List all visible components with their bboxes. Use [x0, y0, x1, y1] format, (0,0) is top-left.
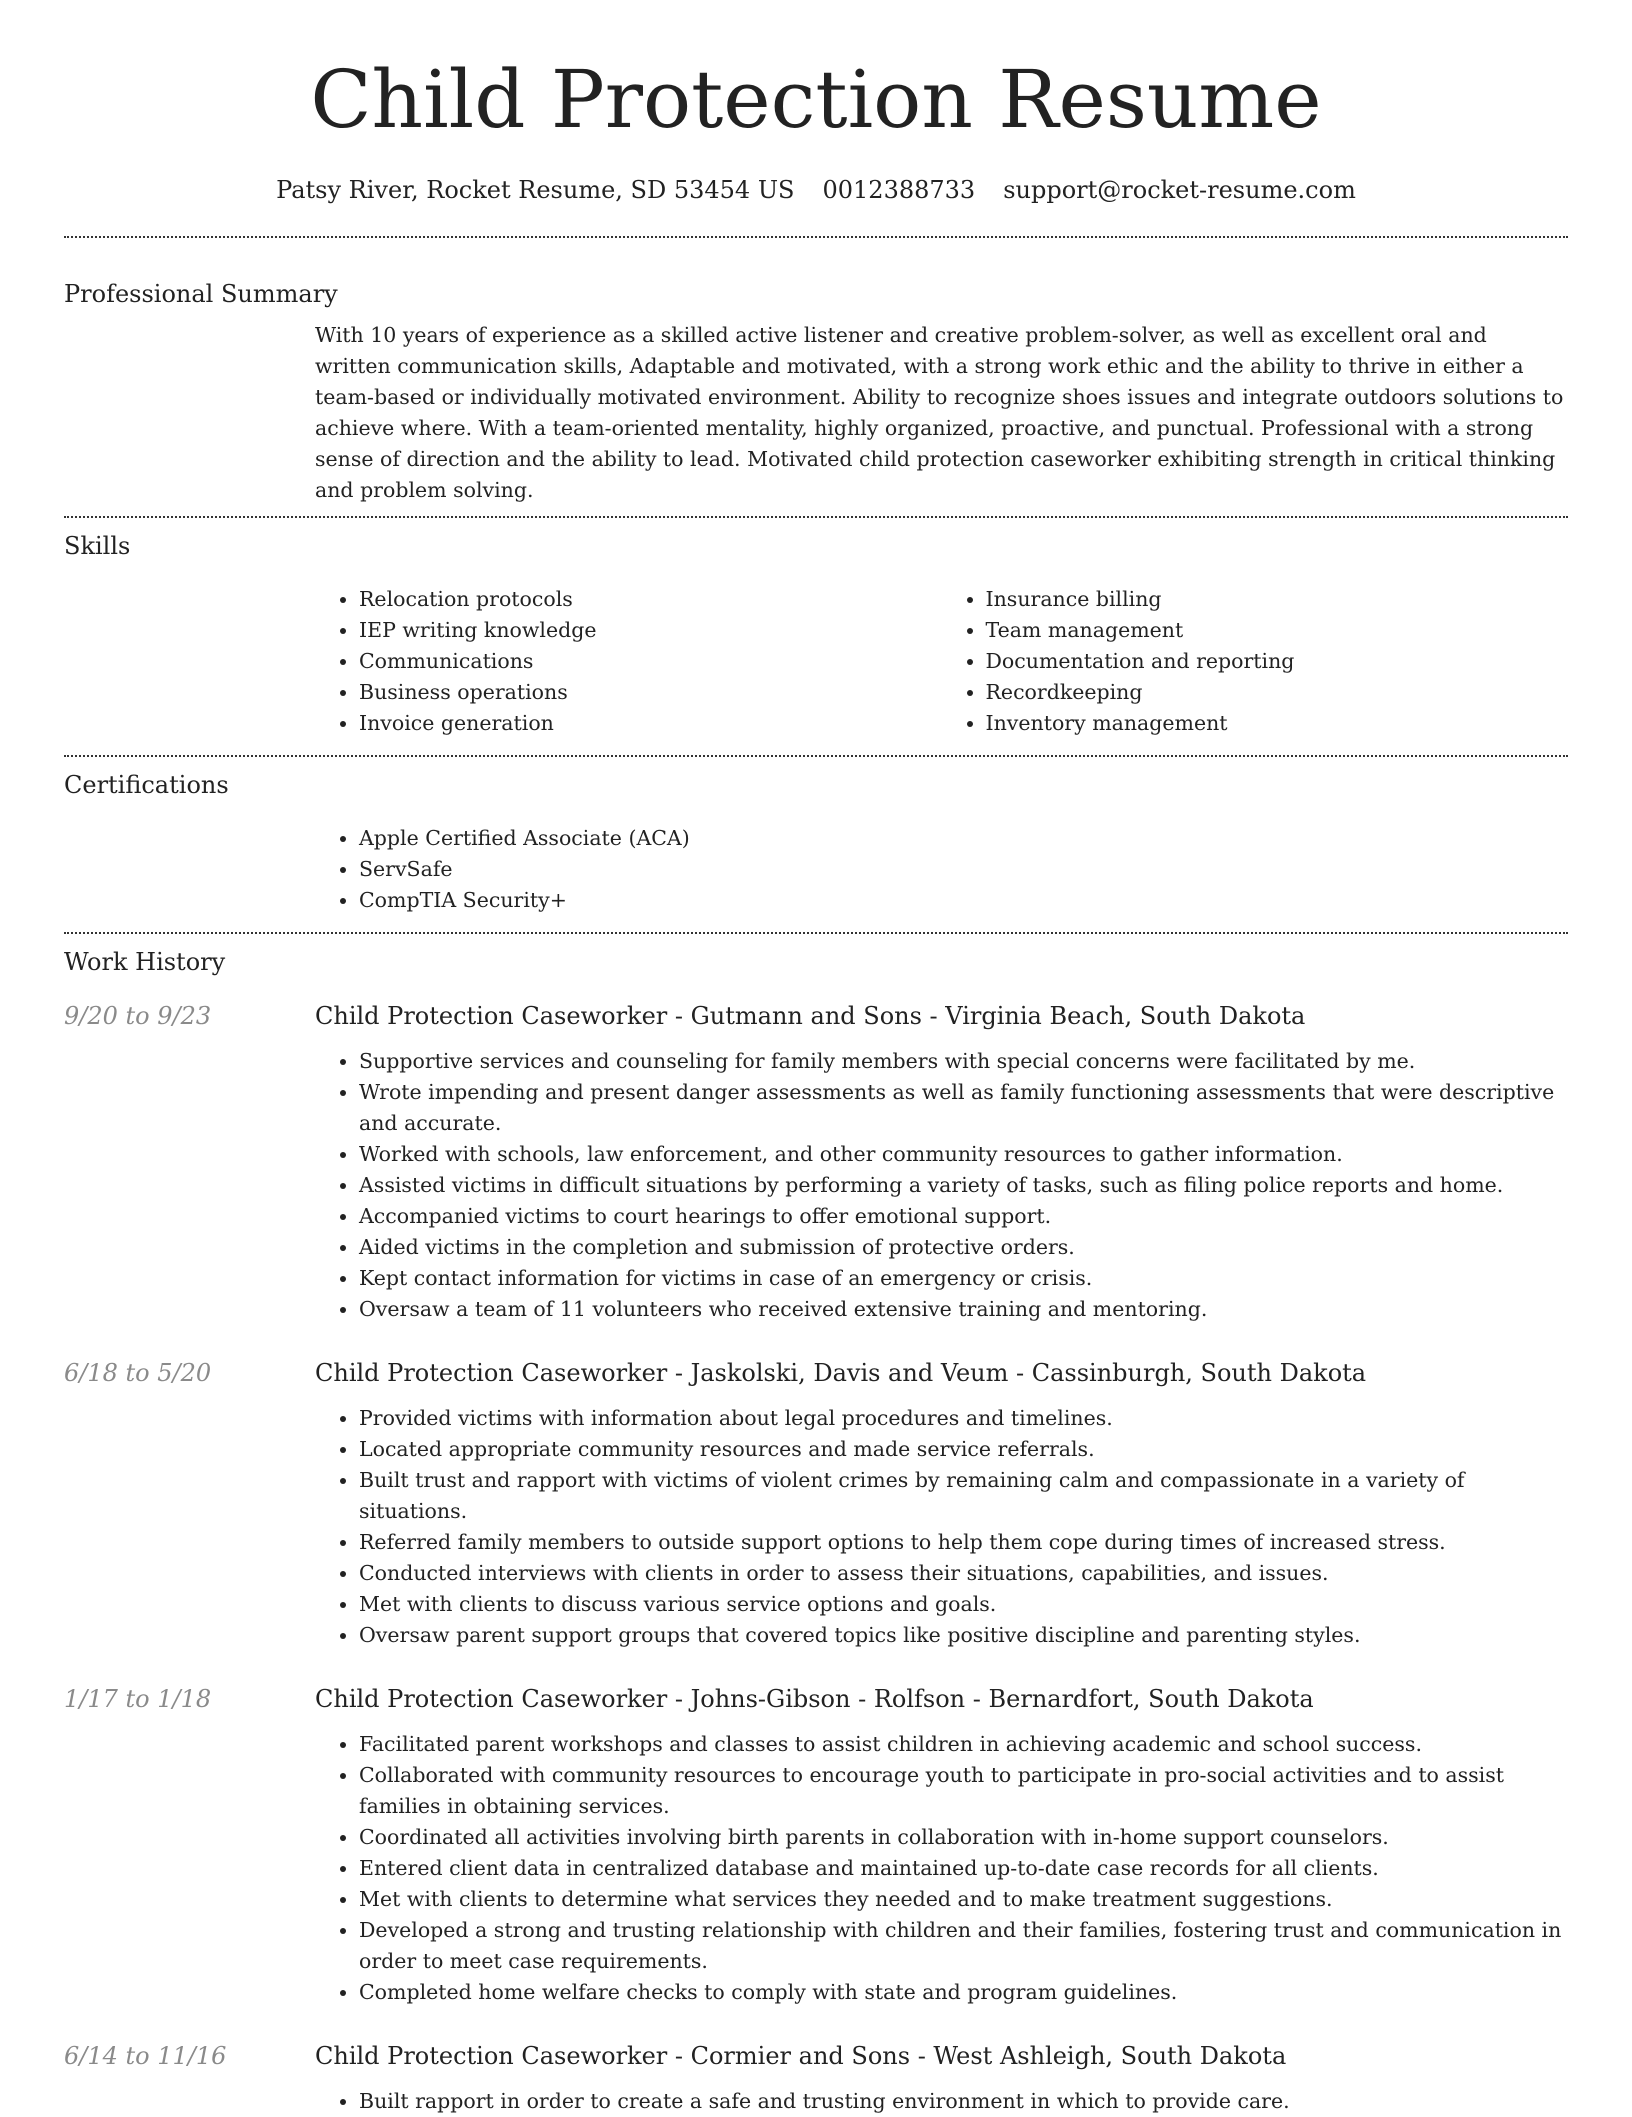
job-bullet: • Coordinated all activities involving birth parents in collaboration with in-home support counselors.: [359, 1822, 1568, 1853]
skill-item: • Insurance billing: [986, 584, 1569, 615]
page-title: Child Protection Resume: [310, 53, 1322, 146]
job-bullet: • Oversaw a team of 11 volunteers who received extensive training and mentoring.: [359, 1294, 1568, 1325]
skill-item: • Business operations: [359, 677, 942, 708]
skills-list-right: [942, 584, 1569, 739]
resume-page: [64, 0, 1568, 2117]
job-bullet: • Provided victims with information about legal procedures and timelines.: [359, 1403, 1568, 1434]
job-title: Child Protection Caseworker - Cormier and Sons - West Ashleigh, South Dakota: [315, 2042, 1287, 2070]
summary-section: [64, 278, 1568, 506]
certification-item: • Apple Certified Associate (ACA): [359, 823, 1568, 854]
job-bullets: [315, 1729, 1568, 2008]
job-bullets: [315, 1046, 1568, 1325]
job-bullets: [315, 2086, 1568, 2117]
certification-item: • ServSafe: [359, 854, 1568, 885]
certifications-body: [315, 823, 1568, 916]
job-bullet: • Completed home welfare checks to comply with state and program guidelines.: [359, 1977, 1568, 2008]
job-bullet: • Built trust and rapport with victims of violent crimes by remaining calm and compassionate in a variety of situations.: [359, 1465, 1568, 1527]
skill-item: • Team management: [986, 615, 1569, 646]
divider: [64, 236, 1568, 238]
job-title: Child Protection Caseworker - Johns-Gibson - Rolfson - Bernardfort, South Dakota: [315, 1685, 1314, 1713]
job-bullet: • Wrote impending and present danger assessments as well as family functioning assessments that were descriptive and accurate.: [359, 1077, 1568, 1139]
job-dates: 6/18 to 5/20: [64, 1359, 212, 1387]
skills-columns: [315, 584, 1568, 739]
job-bullets: [315, 1403, 1568, 1651]
job-dates: 9/20 to 9/23: [64, 1002, 212, 1030]
job-dates: 1/17 to 1/18: [64, 1685, 212, 1713]
skill-item: • Relocation protocols: [359, 584, 942, 615]
certification-item: • CompTIA Security+: [359, 885, 1568, 916]
skills-section: [64, 530, 1568, 739]
job-entry: [64, 2040, 1568, 2117]
job-bullet: • Located appropriate community resources and made service referrals.: [359, 1434, 1568, 1465]
summary-body: [315, 320, 1568, 506]
job-title: Child Protection Caseworker - Jaskolski, Davis and Veum - Cassinburgh, South Dakota: [315, 1359, 1367, 1387]
job-bullet: • Built rapport in order to create a safe and trusting environment in which to provide care.: [359, 2086, 1568, 2117]
job-bullet: • Developed a strong and trusting relationship with children and their families, fostering trust and communication in order to meet case requirements.: [359, 1915, 1568, 1977]
section-title-summary: Professional Summary: [64, 280, 338, 308]
resume-header: [64, 0, 1568, 206]
certifications-section: [64, 769, 1568, 916]
job-bullet: • Facilitated parent workshops and classes to assist children in achieving academic and school success.: [359, 1729, 1568, 1760]
contact-email: support@rocket-resume.com: [1003, 176, 1356, 204]
skills-list-left: [315, 584, 942, 739]
skill-item: • Communications: [359, 646, 942, 677]
job-bullet: • Oversaw parent support groups that covered topics like positive discipline and parenting styles.: [359, 1620, 1568, 1651]
contact-address: Patsy River, Rocket Resume, SD 53454 US: [276, 176, 795, 204]
skill-item: • Inventory management: [986, 708, 1569, 739]
job-bullet: • Accompanied victims to court hearings to offer emotional support.: [359, 1201, 1568, 1232]
jobs-container: [64, 1000, 1568, 2117]
job-entry: [64, 1357, 1568, 1651]
certifications-list: [315, 823, 1568, 916]
section-title-work-history: Work History: [64, 948, 226, 976]
job-bullet: • Supportive services and counseling for family members with special concerns were facilitated by me.: [359, 1046, 1568, 1077]
job-bullet: • Kept contact information for victims in case of an emergency or crisis.: [359, 1263, 1568, 1294]
contact-phone: 0012388733: [822, 176, 976, 204]
job-bullet: • Worked with schools, law enforcement, and other community resources to gather information.: [359, 1139, 1568, 1170]
job-title: Child Protection Caseworker - Gutmann and Sons - Virginia Beach, South Dakota: [315, 1002, 1306, 1030]
summary-text: With 10 years of experience as a skilled active listener and creative problem-solver, as well as excellent oral and written communication skills, Adaptable and motivated, with a strong work ethic and the ability to thrive in either a team-based or individually motivated environment. Ability to recognize shoes issues and integrate outdoors solutions to achieve where. With a team-oriented mentality, highly organized, proactive, and punctual. Professional with a strong sense of direction and the ability to lead. Motivated child protection caseworker exhibiting strength in critical thinking and problem solving.: [315, 323, 1564, 502]
divider: [64, 755, 1568, 757]
job-bullet: • Assisted victims in difficult situations by performing a variety of tasks, such as filing police reports and home.: [359, 1170, 1568, 1201]
job-bullet: • Conducted interviews with clients in order to assess their situations, capabilities, and issues.: [359, 1558, 1568, 1589]
contact-line: [64, 174, 1568, 206]
job-bullet: • Collaborated with community resources to encourage youth to participate in pro-social activities and to assist families in obtaining services.: [359, 1760, 1568, 1822]
job-bullet: • Met with clients to determine what services they needed and to make treatment suggestions.: [359, 1884, 1568, 1915]
section-title-skills: Skills: [64, 532, 131, 560]
work-history-section: [64, 946, 1568, 2117]
skill-item: • Recordkeeping: [986, 677, 1569, 708]
job-entry: [64, 1000, 1568, 1325]
divider: [64, 516, 1568, 518]
job-dates: 6/14 to 11/16: [64, 2042, 227, 2070]
skill-item: • Invoice generation: [359, 708, 942, 739]
job-entry: [64, 1683, 1568, 2008]
section-title-certifications: Certifications: [64, 771, 229, 799]
job-bullet: • Referred family members to outside support options to help them cope during times of increased stress.: [359, 1527, 1568, 1558]
job-bullet: • Met with clients to discuss various service options and goals.: [359, 1589, 1568, 1620]
job-bullet: • Entered client data in centralized database and maintained up-to-date case records for all clients.: [359, 1853, 1568, 1884]
job-bullet: • Aided victims in the completion and submission of protective orders.: [359, 1232, 1568, 1263]
skill-item: • IEP writing knowledge: [359, 615, 942, 646]
divider: [64, 932, 1568, 934]
skill-item: • Documentation and reporting: [986, 646, 1569, 677]
